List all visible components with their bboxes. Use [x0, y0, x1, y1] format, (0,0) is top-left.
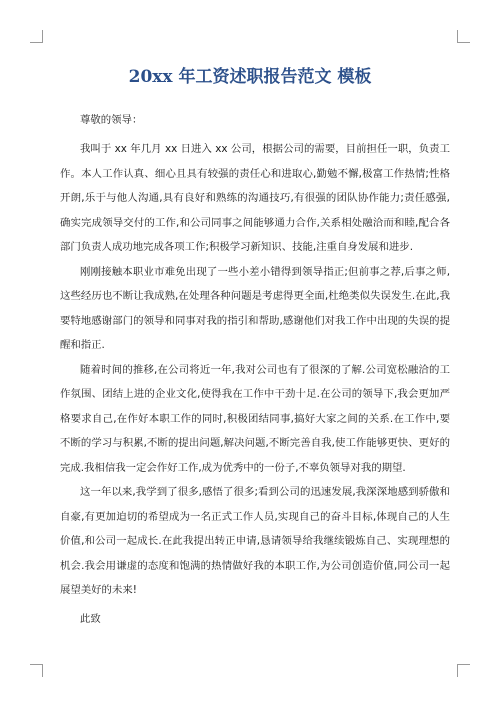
paragraph-3: 随着时间的推移,在公司将近一年,我对公司也有了很深的了解.公司宽松融洽的工作氛围、团结上进的企业文化,使得我在工作中干劲十足.在公司的领导下,我会更加严格要求自己,在作好本职工作的同时,积极团结同事,搞好大家之间的关系.在工作中,要不断的学习与积累,不断的提出问题,解决问题,不断完善自我,使工作能够更快、更好的完成.我相信我一定会作好工作,成为优秀中的一份子,不辜负领导对我的期望. — [60, 363, 450, 474]
crop-mark-top-right — [457, 30, 470, 43]
crop-mark-bottom-right — [457, 664, 470, 677]
closing: 此致 — [80, 612, 101, 625]
paragraph-1: 我叫于 xx 年几月 xx 日进入 xx 公司，根据公司的需要，目前担任一职，负责工作。本人工作认真、细心且具有较强的责任心和进取心,勤勉不懈,极富工作热情;性格开朗,乐于与他人沟通,具有良好和熟练的沟通技巧,有很强的团队协作能力;责任感强,确实完成领导交付的工作,和公司同事之间能够通力合作,关系相处融洽而和睦,配合各部门负责人成功地完成各项工作;积极学习新知识、技能,注重自身发展和进步. — [60, 143, 450, 253]
crop-mark-bottom-left — [30, 664, 43, 677]
document-title: 20xx 年工资述职报告范文 模板 — [128, 67, 372, 87]
paragraph-4: 这一年以来,我学到了很多,感悟了很多;看到公司的迅速发展,我深深地感到骄傲和自豪,有更加迫切的希望成为一名正式工作人员,实现自己的奋斗目标,体现自己的人生价值,和公司一起成长.在此我提出转正申请,恳请领导给我继续锻炼自己、实现理想的机会.我会用谦虚的态度和饱满的热情做好我的本职工作,为公司创造价值,同公司一起展望美好的未来! — [60, 486, 450, 596]
document-body — [60, 110, 450, 630]
paragraph-2: 刚刚接触本职业市难免出现了一些小差小错得到领导指正;但前事之荐,后事之师,这些经历也不断让我成熟,在处理各种问题是考虑得更全面,杜绝类似失误发生.在此,我要特地感谢部门的领导和同事对我的指引和帮助,感谢他们对我工作中出现的失误的提醒和指正. — [60, 265, 450, 351]
crop-mark-top-left — [30, 30, 43, 43]
greeting: 尊敬的领导： — [80, 114, 143, 126]
